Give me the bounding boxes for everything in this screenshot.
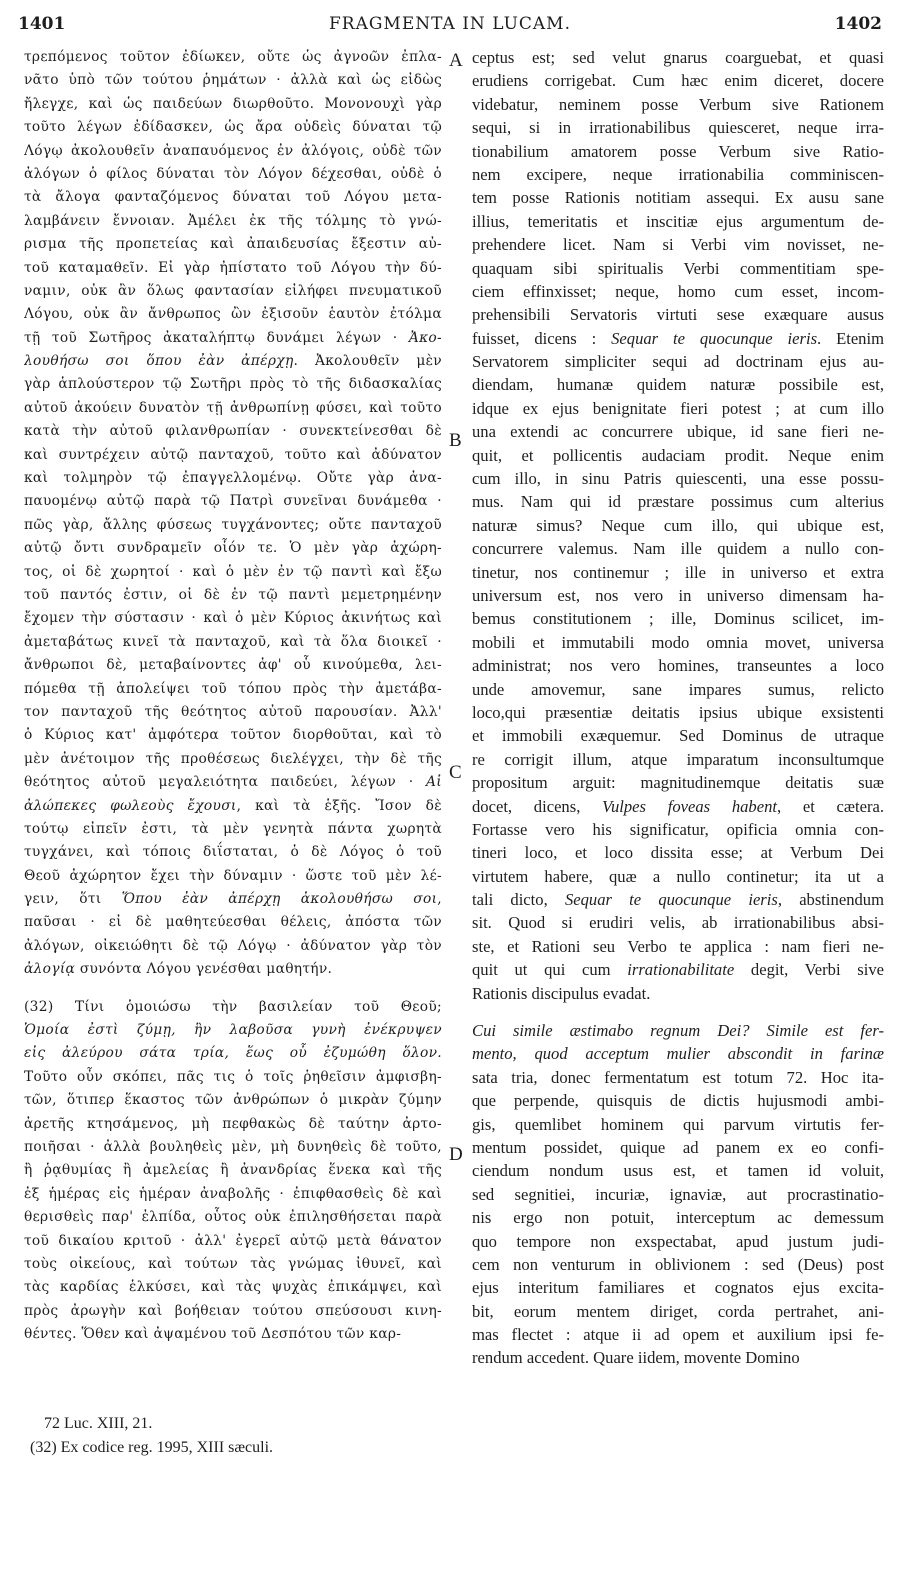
latin-text-line: et immobili exæquemur. Sed Dominus de utraque [472, 726, 884, 746]
latin-text-line: quaquam sibi spiritualis Verbi commentitiam spe- [472, 258, 884, 278]
latin-text-line: Fortasse vero his significatur, opificia omnia con- [472, 819, 884, 839]
latin-text-line: sit. Quod si erudiri velis, ab irrationabilibus absi- [472, 913, 884, 933]
latin-text-line: bit, eorum mentem diriget, corda pertrahet, ani- [472, 1301, 884, 1321]
latin-text-line: quo tempore non exspectabat, apud justum judi- [472, 1231, 884, 1251]
latin-text-line: docet, dicens, Vulpes foveas habent, et cætera. [472, 796, 884, 816]
greek-text-line: ἀλώπεκες φωλεοὺς ἔχουσι, καὶ τὰ ἑξῆς. Ἴσον δὲ [24, 797, 442, 814]
greek-text-line: πρὸς ἀρωγὴν καὶ βοήθειαν τούτου σπεύσουσι κινη- [24, 1302, 442, 1319]
greek-text-line: εἰς ἀλεύρου σάτα τρία, ἕως οὗ ἐζυμώθη ὅλον. [24, 1045, 442, 1062]
latin-text-line: tem posse Rationis notitiam assequi. Ex ausu sane [472, 188, 884, 208]
greek-text-line: Ὁμοία ἐστὶ ζύμῃ, ἣν λαβοῦσα γυνὴ ἐνέκρυψεν [24, 1022, 442, 1039]
latin-text-line: sata tria, donec fermentatum est totum 72. Hoc ita- [472, 1067, 884, 1087]
greek-text-line: ναμιν, οὐκ ἂν ὅλως φαντασίαν εἰλήφει πνευματικοῦ [24, 282, 442, 299]
margin-marker-d: D [449, 1144, 463, 1165]
greek-text-line: ἀλόγων, οἰκειώθητι δὲ τῷ Λόγῳ · ἀδύνατον γὰρ τὸν [24, 937, 442, 954]
latin-text-line: re corrigit illum, atque imparatum inconsultumque [472, 749, 884, 769]
latin-text-line: ejus interitum familiares et cognatos ejus excita- [472, 1278, 884, 1298]
greek-text-line: ρισμα τῆς προπετείας καὶ ἀπαιδευσίας ἔξεστιν αὐ- [24, 236, 442, 253]
greek-text-line: ἔχομεν τὴν σύστασιν · καὶ ὁ μὲν Κύριος ἀκινήτως καὶ [24, 610, 442, 627]
greek-text-line: ἢ ῥᾳθυμίας ἢ ἀμελείας ἢ ἀνανδρίας ἕνεκα καὶ τῆς [24, 1162, 442, 1179]
greek-text-line: παῦσαι · εἰ δὲ μαθητεύεσθαι θέλεις, ἀπόστα τῶν [24, 914, 442, 931]
latin-text-line: illius, temeritatis et inscitiæ ejus argumentum de- [472, 211, 884, 231]
margin-marker-a: A [449, 50, 463, 71]
greek-text-line: πῶς γὰρ, ἄλλης φύσεως τυγχάνοντες; οὔτε πανταχοῦ [24, 516, 442, 533]
latin-text-line: videbatur, neminem posse Verbum sive Rationem [472, 94, 884, 114]
latin-text-line: unde amovemur, sane impares sumus, relicto [472, 679, 884, 699]
latin-text-line: prehendere licet. Nam si Verbi vim novisset, ne- [472, 235, 884, 255]
latin-text-line: gis, quemlibet hominem qui parvum virtutis fer- [472, 1114, 884, 1134]
greek-text-line: τοῦ καταμαθεῖν. Εἰ γὰρ ἠπίστατο τοῦ Λόγου τὴν δύ- [24, 259, 442, 276]
latin-text-line: fuisset, dicens : Sequar te quocunque ieris. Etenim [472, 328, 884, 348]
latin-text-line: erudiens corrigebat. Cum hæc enim diceret, docere [472, 71, 884, 91]
paragraph-gap [24, 982, 442, 996]
running-title: FRAGMENTA IN LUCAM. [328, 14, 571, 34]
greek-text-line: καὶ συντρέχειν αὐτῷ πανταχοῦ, τοῦτο καὶ ἀδύνατον [24, 446, 442, 463]
greek-text-line: Λόγου, οὐκ ἂν ἄνθρωπος ὢν ἐξισοῦν ἑαυτὸν ἐτόλμα [24, 306, 442, 323]
latin-text-line: tineri loco, et loco dissita esse; at Verbum Dei [472, 843, 884, 863]
latin-text-line: cem non venturum in oblivionem : sed (Deus) post [472, 1254, 884, 1274]
greek-text-line: ἤλεγχε, καὶ ὡς παιδεύων διωρθοῦτο. Μονονουχὶ γὰρ [24, 95, 442, 112]
greek-text-line: Θεοῦ ἀχώρητον ἔχει τὴν δύναμιν · ὥστε τοῦ μὲν λέ- [24, 867, 442, 884]
greek-text-line: τρεπόμενος τοῦτον ἐδίωκεν, οὔτε ὡς ἀγνοῶν ἐπλα- [24, 49, 442, 65]
latin-text-line: tinetur, nos continemur ; ille in universo et extra [472, 562, 884, 582]
latin-text-line: una extendi ac concurrere ubique, id sane fieri ne- [472, 422, 884, 442]
greek-text-line: ποιῆσαι · ἀλλὰ βουληθεὶς μὲν, μὴ δυνηθεὶς δὲ τοῦτο, [24, 1138, 442, 1155]
greek-text-line: ὁ Κύριος κατ' ἀμφότερα τοῦτον διορθοῦται, καὶ τὸ [24, 727, 442, 744]
greek-text-line: τῇ τοῦ Σωτῆρος ἀκαταλήπτῳ δυνάμει λέγων · Ἀκο- [24, 329, 442, 346]
latin-text-line: idque ex ejus benignitate fieri potest ; at cum illo [472, 398, 884, 418]
greek-text-line: ἀρετῆς κτησάμενος, μὴ πεφθακὼς δὲ ταύτην ἀρτο- [24, 1115, 442, 1132]
greek-text-line: θέντες. Ὅθεν καὶ ἀψαμένου τοῦ Δεσπότου τῶν καρ- [24, 1326, 402, 1343]
greek-text-line: τούτῳ εἰπεῖν ἐστι, τὰ μὲν γενητὰ πάντα χωρητὰ [24, 820, 442, 837]
margin-marker-c: C [449, 762, 462, 783]
footnotes [30, 1412, 273, 1460]
latin-text-line: nem excipere, neque irrationabilia comminiscen- [472, 164, 884, 184]
right-page-number: 1402 [834, 14, 882, 34]
latin-text-line: naturæ simus? Neque cum illo, qui ubique est, [472, 515, 884, 535]
greek-text-line: ἐξ ἡμέρας εἰς ἡμέραν ἀναβολῆς · ἐπιφθασθεὶς δὲ καὶ [24, 1185, 442, 1202]
latin-text-line: mentum possidet, quique ad panem ex eo confi- [472, 1137, 884, 1157]
latin-text-line: mas flectet : atque ii ad opem et auxilium ipsi fe- [472, 1325, 884, 1345]
greek-text-line: αὐτοῦ ἀκούειν δυνατὸν τῇ ἀνθρωπίνῃ φύσει, καὶ τοῦτο [24, 399, 442, 416]
greek-text-line: θερισθεὶς παρ' ἐλπίδα, οὗτος οὐκ ἐπιλησθήσεται παρὰ [24, 1209, 442, 1226]
greek-text-line: μὲν ἀνέτοιμον τῆς προθέσεως διελέγχει, τὴν δὲ τῆς [24, 750, 442, 767]
latin-text-line: bemus constitutionem ; ille, Dominus scilicet, im- [472, 609, 884, 629]
latin-text-line: sed segnitiei, incuriæ, ignaviæ, aut procrastinatio- [472, 1184, 884, 1204]
greek-text-line: ἀμεταβάτως κινεῖ τὰ πανταχοῦ, καὶ τὰ ὅλα διοικεῖ · [24, 633, 442, 650]
latin-text-line: tionabilium amatorem posse Verbum sive Ratio- [472, 141, 884, 161]
greek-text-line: λουθήσω σοι ὅπου ἐὰν ἀπέρχῃ. Ἀκολουθεῖν μὲν [24, 353, 442, 370]
latin-text-line: cum illo, in sinu Patris quiescenti, una esse possu- [472, 469, 884, 489]
greek-text-line: γὰρ ἁπλούστερον τῷ Σωτῆρι πρὸς τὸ τῆς διδασκαλίας [24, 376, 442, 393]
latin-text-line: ceptus est; sed velut gnarus coarguebat, et quasi [472, 48, 884, 67]
latin-column [472, 46, 884, 1370]
latin-text-line: loco,qui præsentiæ deitatis ipsius ubique exsistenti [472, 702, 884, 722]
latin-text-line: quit, et pollicentis audaciam prodit. Neque enim [472, 445, 884, 465]
latin-text-line: ciem effinxisset; neque, homo cum esset, incom- [472, 281, 884, 301]
latin-text-line: administrat; nos vero homines, transeuntes a loco [472, 656, 884, 676]
latin-text-line: concurrere valemus. Nam ille quidem a nullo con- [472, 539, 884, 559]
greek-text-line: τυγχάνει, καὶ τόποις διΐσταται, ὁ δὲ Λόγος ὁ τοῦ [24, 844, 442, 861]
latin-text-line: rendum accedent. Quare iidem, movente Domino [472, 1348, 800, 1368]
greek-text-line: πόμεθα τῇ ἀπολείψει τοῦ τόπου πρὸς τὴν ἀμετάβα- [24, 680, 442, 697]
paragraph-gap [472, 1005, 884, 1019]
greek-text-line: Τοῦτο οὖν σκόπει, πᾶς τις ὁ τοῖς ῥηθεῖσιν ἀμφισβη- [24, 1068, 442, 1085]
latin-text-line: tali dicto, Sequar te quocunque ieris, abstinendum [472, 890, 884, 910]
greek-text-line: παυομένῳ αὐτῷ παρὰ τῷ Πατρὶ συνεῖναι δυνάμεθα · [24, 493, 442, 510]
left-page-number: 1401 [18, 14, 66, 34]
latin-text-line: mento, quod acceptum mulier abscondit in farinæ [472, 1044, 884, 1064]
latin-text-line: Rationis discipulus evadat. [472, 983, 651, 1003]
greek-text-line: (32) Τίνι ὁμοιώσω τὴν βασιλείαν τοῦ Θεοῦ; [24, 998, 442, 1015]
latin-text-line: virtutem habere, quæ a nullo continetur; ita ut a [472, 866, 884, 886]
greek-column [24, 46, 442, 1346]
latin-text-line: mobili et immutabili modo omnia movet, universa [472, 632, 884, 652]
greek-text-line: τοῦτο λέγων ἐδίδασκεν, ὡς ἄρα οὐδεὶς δύναται τῷ [24, 119, 442, 136]
greek-text-line: τῶν, ὅτιπερ ἕκαστος τῶν ἀνθρώπων ὁ μικρὰν ζύμην [24, 1092, 442, 1109]
greek-text-line: λαμβάνειν ἔννοιαν. Ἀμέλει ἐκ τῆς τόλμης τὸ γνώ- [24, 212, 442, 229]
latin-text-line: Servatorem simpliciter sequi ad doctrinam ejus au- [472, 352, 884, 372]
greek-text-line: τος, οἱ δὲ χωρητοί · καὶ ὁ μὲν ἐν τῷ παντὶ καὶ ἔξω [24, 563, 442, 580]
latin-text-line: mus. Nam qui id præstare possimus cum alterius [472, 492, 884, 512]
footnote-32: (32) Ex codice reg. 1995, XIII sæculi. [30, 1439, 274, 1456]
greek-text-line: ἀλόγων ὁ φίλος δύναται τὸν Λόγον δέχεσθαι, οὐδὲ ὁ [24, 165, 442, 182]
greek-text-line: θεότητος αὐτοῦ μεγαλειότητα παιδεύει, λέγων · Αἱ [24, 774, 442, 791]
greek-text-line: καὶ τολμηρὸν τῷ ἐπαγγελλομένῳ. Οὔτε γὰρ ἀνα- [24, 470, 442, 487]
footnote-72: 72 Luc. XIII, 21. [44, 1415, 153, 1432]
page-header [18, 14, 882, 38]
greek-text-line: τὰς καρδίας ἑλκύσει, καὶ τὰς ψυχὰς ἐπικάμψει, καὶ [24, 1279, 442, 1296]
greek-text-line: νᾶτο ὑπὸ τῶν τούτου ῥημάτων · ἀλλὰ καὶ ὡς εἰδὼς [24, 72, 442, 89]
latin-text-line: diendam, humanæ quidem naturæ possibile est, [472, 375, 884, 395]
greek-text-line: τοῦ παντός ἐστιν, οἱ δὲ ἐν τῷ παντὶ μεμετρημένην [24, 586, 442, 603]
latin-text-line: sequi, si in irrationabilibus quiesceret, neque irra- [472, 118, 884, 138]
latin-text-line: Cui simile æstimabo regnum Dei? Simile est fer- [472, 1021, 884, 1041]
latin-text-line: prehensibili Servatoris virtuti sese exæquare ausus [472, 305, 884, 325]
latin-text-line: ciendum nondum usus est, et tamen id voluit, [472, 1161, 884, 1181]
greek-text-line: τον πανταχοῦ τῆς θεότητος αὐτοῦ παρουσίαν. Ἀλλ' [24, 703, 442, 720]
greek-text-line: ἄνθρωποι δὲ, μεταβαίνοντες ἀφ' οὗ κινούμεθα, λει- [24, 657, 442, 674]
greek-text-line: ἀλογίᾳ συνόντα Λόγου γενέσθαι μαθητήν. [24, 961, 333, 978]
latin-text-line: propositum arguit: magnitudinemque deitatis suæ [472, 773, 884, 793]
greek-text-line: τοὺς οἰκείους, καὶ τούτων τὰς γνώμας ἰθυνεῖ, καὶ [24, 1255, 442, 1272]
greek-text-line: Λόγῳ ἀκολουθεῖν ἀναπαυόμενος ἐν ἀλόγοις, οὐδὲ τῶν [24, 142, 442, 159]
greek-text-line: τὰ ἄλογα φανταζόμενος δύναται τοῦ Λόγου μετα- [24, 189, 442, 206]
latin-text-line: nis ergo non potuit, interceptum ac demessum [472, 1208, 884, 1228]
greek-text-line: γειν, ὅτι Ὅπου ἐὰν ἀπέρχῃ ἀκολουθήσω σοι, [24, 891, 442, 908]
greek-text-line: τοῦ δικαίου κριτοῦ · ἀλλ' ἐγερεῖ αὐτῷ μετὰ θάνατον [24, 1232, 442, 1249]
greek-text-line: αὐτῷ ὄντι συνδραμεῖν οἷόν τε. Ὁ μὲν γὰρ ἀχώρη- [24, 540, 442, 557]
latin-text-line: ste, et Rationi seu Verbo te applica : nam fieri ne- [472, 936, 884, 956]
latin-text-line: quit ut qui cum irrationabilitate degit, Verbi sive [472, 960, 884, 980]
greek-text-line: κατὰ τὴν αὐτοῦ φιλανθρωπίαν · συνεκτείνεσθαι δὲ [24, 423, 442, 440]
margin-marker-b: B [449, 430, 462, 451]
latin-text-line: universum est, nos vero in universo dimensam ha- [472, 585, 884, 605]
latin-text-line: que perpende, quisquis de dictis hujusmodi ambi- [472, 1091, 884, 1111]
